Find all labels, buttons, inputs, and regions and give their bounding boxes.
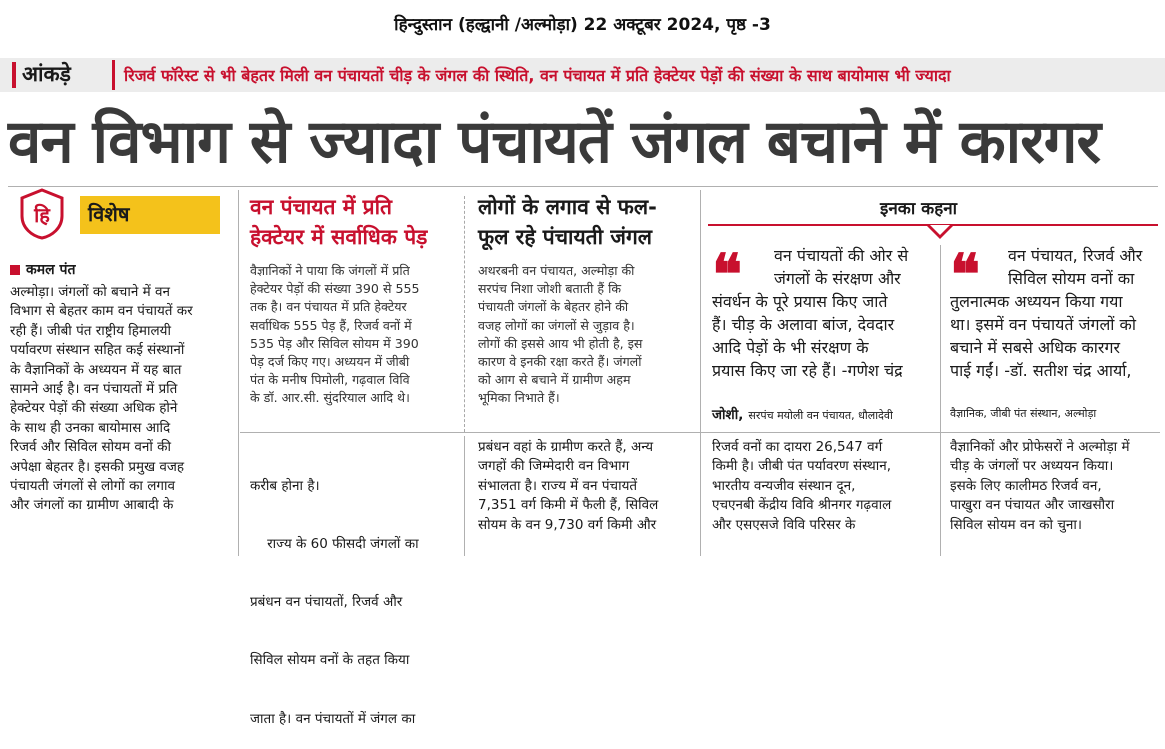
quote-line: जंगलों के संरक्षण और (774, 269, 901, 288)
text-line: लोगों की इससे आय भी होती है, इस (478, 335, 643, 351)
quote-line: बचाने में सबसे अधिक कारगर (950, 338, 1121, 357)
kicker-separator (112, 60, 115, 90)
quote1-attribution (712, 404, 938, 423)
text-line: वैज्ञानिकों और प्रोफेसरों ने अल्मोड़ा में (950, 439, 1130, 455)
column-1-text (10, 283, 232, 516)
text-line: और एसएसजे विवि परिसर के (712, 516, 856, 533)
quote2-role: वैज्ञानिक, जीबी पंत संस्थान, अल्मोड़ा (950, 407, 1097, 420)
hindustan-logo-icon (18, 188, 66, 240)
text-line: तक है। वन पंचायत में प्रति हेक्टेयर (250, 299, 407, 315)
text-line: एचएनबी केंद्रीय विवि श्रीनगर गढ़वाल (712, 497, 892, 514)
text-line: प्रबंधन वहां के ग्रामीण करते हैं, अन्य (478, 439, 654, 455)
text-line: सोयम के वन 9,730 वर्ग किमी और (478, 516, 657, 533)
text-line: पाखुरा वन पंचायत और जाखसौरा (950, 497, 1115, 514)
kicker-label: आंकड़े (22, 62, 71, 86)
box2-title-line: फूल रहे पंचायती जंगल (478, 225, 653, 249)
bottom-column-2 (250, 438, 462, 749)
text-line: किमी है। जीबी पंत पर्यावरण संस्थान, (712, 458, 892, 475)
quote-line: था। इसमें वन पंचायतें जंगलों को (950, 315, 1136, 334)
text-line: सर्वाधिक 555 पेड़ हैं, रिजर्व वनों में (250, 317, 412, 333)
text-line: सिविल सोयम वनों के तहत किया (250, 652, 410, 669)
text-line: प्रबंधन वन पंचायतों, रिजर्व और (250, 594, 403, 611)
column-divider (940, 436, 941, 556)
quote-line: संवर्धन के पूरे प्रयास किए जाते (712, 292, 888, 311)
box1-title (250, 192, 460, 252)
text-line: वैज्ञानिकों ने पाया कि जंगलों में प्रति (250, 263, 410, 278)
text-line: को आग से बचाने में ग्रामीण अहम (478, 372, 631, 388)
box2-title-line: लोगों के लगाव से फल- (478, 195, 657, 219)
quotes-heading: इनका कहना (880, 199, 958, 219)
headline-rule (8, 186, 1158, 187)
quote1-name: जोशी, (712, 407, 744, 423)
quote2-text (950, 244, 1160, 382)
text-line: सामने आई है। वन पंचायतों में प्रति (10, 381, 178, 398)
quote-line: वन पंचायतों की ओर से (774, 246, 909, 265)
quotes-pointer-icon (926, 225, 954, 241)
text-line: जाता है। वन पंचायतों में जंगल का (250, 710, 416, 727)
text-line: हेक्टेयर पेड़ों की संख्या अधिक होने (10, 400, 178, 417)
logo-letter: हि (34, 203, 50, 227)
text-line: भारतीय वन्यजीव संस्थान दून, (712, 477, 856, 494)
quote-divider (940, 245, 941, 436)
quote1-role: सरपंच मयोली वन पंचायत, धौलादेवी (748, 409, 893, 422)
box1-title-line: हेक्टेयर में सर्वाधिक पेड़ (250, 225, 428, 249)
text-line: पेड़ दर्ज किए गए। अध्ययन में जीबी (250, 354, 410, 370)
text-line: करीब होना है। (250, 477, 320, 494)
quote-line: तुलनात्मक अध्ययन किया गया (950, 292, 1123, 311)
text-line: पंत के मनीष पिमोली, गढ़वाल विवि (250, 372, 410, 388)
byline-name: कमल पंत (26, 262, 76, 278)
text-line: और जंगलों का ग्रामीण आबादी के (10, 497, 174, 514)
quote-line: वन पंचायत, रिजर्व और (1008, 246, 1143, 265)
text-line: विभाग से बेहतर काम वन पंचायतें कर (10, 303, 193, 320)
box1-title-line: वन पंचायत में प्रति (250, 195, 393, 219)
byline (10, 260, 75, 279)
quote-mark-icon: ❝ (950, 242, 981, 308)
byline-square-icon (10, 265, 20, 275)
text-line: रिजर्व वनों का दायरा 26,547 वर्ग (712, 439, 883, 455)
bottom-column-5 (950, 438, 1162, 535)
column-divider (464, 196, 465, 432)
bottom-column-4 (712, 438, 938, 535)
special-label: विशेष (88, 202, 130, 226)
text-line: रिजर्व और सिविल सोयम वनों की (10, 439, 171, 456)
kicker-text: रिजर्व फॉरेस्ट से भी बेहतर मिली वन पंचायतों चीड़ के जंगल की स्थिति, वन पंचायत में प्रति हेक्टेयर पेड़ों की संख्या के साथ बायोमास भी ज्यादा (124, 66, 951, 85)
quote-line: प्रयास किए जा रहे हैं। -गणेश चंद्र (712, 361, 903, 380)
text-line: सरपंच निशा जोशी बताती हैं कि (478, 281, 622, 297)
text-line: के साथ ही उनका बायोमास आदि (10, 419, 171, 436)
text-line: चीड़ के जंगलों पर अध्ययन किया। (950, 458, 1114, 475)
quote1-text (712, 244, 938, 382)
text-line: के वैज्ञानिकों के अध्ययन में यह बात (10, 361, 182, 378)
text-line: अपेक्षा बेहतर है। इसकी प्रमुख वजह (10, 458, 185, 475)
text-line: वजह लोगों का जंगलों से जुड़ाव है। (478, 317, 635, 333)
text-line: 535 पेड़ और सिविल सोयम में 390 (250, 335, 419, 351)
text-line: सिविल सोयम वन को चुना। (950, 516, 1083, 533)
text-line: पंचायती जंगलों के बेहतर होने की (478, 299, 629, 315)
text-line: कारण वे इनकी रक्षा करते हैं। जंगलों (478, 354, 642, 370)
quote-line: सिविल सोयम वनों का (1008, 269, 1135, 288)
text-line: 7,351 वर्ग किमी में फैली हैं, सिविल (478, 497, 659, 514)
dateline: हिन्दुस्तान (हल्द्वानी /अल्मोड़ा) 22 अक्टूबर 2024, पृष्ठ -3 (394, 15, 771, 35)
text-line: पर्यावरण संस्थान सहित कई संस्थानों (10, 342, 185, 359)
headline: वन विभाग से ज्यादा पंचायतें जंगल बचाने में कारगर (8, 107, 1101, 177)
text-line: भूमिका निभाते हैं। (478, 390, 560, 406)
text-line: राज्य के 60 फीसदी जंगलों का (250, 536, 419, 553)
text-line: अथरबनी वन पंचायत, अल्मोड़ा की (478, 263, 635, 278)
text-line: के डॉ. आर.सी. सुंदरियाल आदि थे। (250, 390, 410, 406)
column-divider (238, 190, 239, 556)
quote-mark-icon: ❝ (712, 242, 743, 308)
text-line: हेक्टेयर पेड़ों की संख्या 390 से 555 (250, 281, 420, 297)
box2-title (478, 192, 698, 252)
quote-line: पाई गईं। -डॉ. सतीश चंद्र आर्या, (950, 361, 1132, 380)
column-divider (700, 190, 701, 556)
quote-line: आदि पेड़ों के भी संरक्षण के (712, 338, 869, 357)
kicker-red-rule (12, 62, 16, 88)
text-line: इसके लिए कालीमठ रिजर्व वन, (950, 477, 1102, 494)
box1-text (250, 262, 462, 408)
text-line: पंचायती जंगलों से लोगों का लगाव (10, 478, 175, 495)
column-divider (464, 436, 465, 556)
quote-line: हैं। चीड़ के अलावा बांज, देवदार (712, 315, 895, 334)
box2-text (478, 262, 698, 408)
text-line: रही हैं। जीबी पंत राष्ट्रीय हिमालयी (10, 322, 171, 339)
boxes-bottom-rule (240, 432, 1160, 433)
text-line: जगहों की जिम्मेदारी वन विभाग (478, 458, 630, 475)
text-line: अल्मोड़ा। जंगलों को बचाने में वन (10, 284, 170, 300)
text-line: संभालता है। राज्य में वन पंचायतें (478, 477, 638, 494)
bottom-column-3 (478, 438, 698, 535)
